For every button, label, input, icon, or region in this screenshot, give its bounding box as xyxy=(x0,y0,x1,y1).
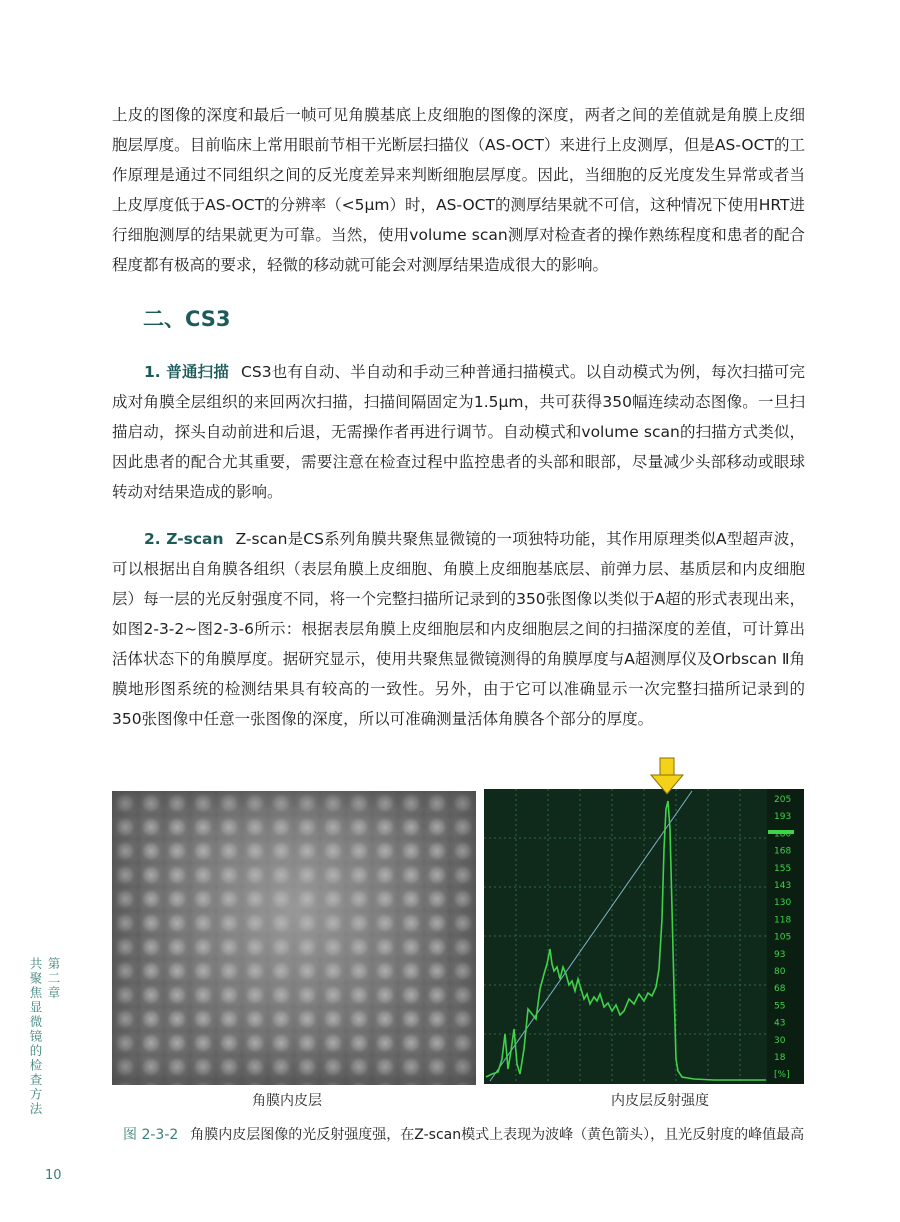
scale-label: 118 xyxy=(774,915,792,926)
arrow-shaft xyxy=(660,758,674,775)
scale-label: 193 xyxy=(774,812,792,823)
arrow-overlay xyxy=(484,756,804,796)
scale-label: 43 xyxy=(774,1018,786,1029)
body-paragraph-2 xyxy=(112,357,805,507)
scale-label: 80 xyxy=(774,967,786,977)
arrow-head xyxy=(651,775,683,794)
section-heading: 二、CS3 xyxy=(143,307,231,331)
figure-caption xyxy=(123,1124,804,1144)
scale-label: 105 xyxy=(774,932,792,943)
subheading-normal-scan: 1. 普通扫描 xyxy=(144,363,230,381)
scale-label: 18 xyxy=(774,1053,786,1063)
figure-caption-text: 角膜内皮层图像的光反射强度强，在Z-scan模式上表现为波峰（黄色箭头），且光反射度的峰值最高 xyxy=(190,1127,805,1143)
body-paragraph-3 xyxy=(112,524,805,734)
scale-label: 30 xyxy=(774,1035,786,1046)
page-number: 10 xyxy=(45,1168,62,1183)
scale-label: 205 xyxy=(774,795,792,805)
figure-number: 图 2-3-2 xyxy=(123,1127,179,1143)
scale-label: 143 xyxy=(774,881,792,891)
reflectivity-plot xyxy=(484,789,804,1084)
scale-label: 168 xyxy=(774,846,792,857)
side-chapter-label xyxy=(28,957,62,1117)
scale-label: 93 xyxy=(774,949,786,960)
scale-label: 155 xyxy=(774,863,792,874)
body-paragraph-3-text: Z-scan是CS系列角膜共聚焦显微镜的一项独特功能，其作用原理类似A型超声波，可以根据出自角膜各组织（表层角膜上皮细胞、角膜上皮细胞基底层、前弹力层、基质层和内皮细胞层）每一层的光反射强度不同，将一个完整扫描所记录到的350张图像以类似于A超的形式表现出来，如图2-3-2~图2-3-6所示：根据表层角膜上皮细胞层和内皮细胞层之间的扫描深度的差值，可计算出活体状态下的角膜厚度。据研究显示，使用共聚焦显微镜测得的角膜厚度与A超测厚仪及Orbscan Ⅱ角膜地形图系统的检测结果具有较高的一致性。另外，由于它可以准确显示一次完整扫描所记录到的350张图像中任意一张图像的深度，所以可准确测量活体角膜各个部分的厚度。 xyxy=(112,530,805,728)
body-paragraph-2-text: CS3也有自动、半自动和手动三种普通扫描模式。以自动模式为例，每次扫描可完成对角膜全层组织的来回两次扫描，扫描间隔固定为1.5μm，共可获得350幅连续动态图像。一旦扫描启动，探头自动前进和后退，无需操作者再进行调节。自动模式和volume scan的扫描方式类似，因此患者的配合尤其重要，需要注意在检查过程中监控患者的头部和眼部，尽量减少头部移动或眼球转动对结果造成的影响。 xyxy=(112,363,806,501)
endothelium-micrograph xyxy=(112,791,476,1085)
body-paragraph-1: 上皮的图像的深度和最后一帧可见角膜基底上皮细胞的图像的深度，两者之间的差值就是角膜上皮细胞层厚度。目前临床上常用眼前节相干光断层扫描仪（AS-OCT）来进行上皮测厚，但是AS-OCT的工作原理是通过不同组织之间的反光度差异来判断细胞层厚度。因此，当细胞的反光度发生异常或者当上皮厚度低于AS-OCT的分辨率（<5μm）时，AS-OCT的测厚结果就不可信，这种情况下使用HRT进行细胞测厚的结果就更为可靠。当然，使用volume scan测厚对检查者的操作熟练程度和患者的配合程度都有极高的要求，轻微的移动就可能会对测厚结果造成很大的影响。 xyxy=(112,106,805,274)
chapter-title: 共聚焦显微镜的检查方法 xyxy=(28,957,43,1117)
left-image-label: 角膜内皮层 xyxy=(252,1093,322,1109)
chapter-number: 第二章 xyxy=(46,957,61,1001)
right-image-label: 内皮层反射强度 xyxy=(611,1093,709,1109)
scale-label: 180 xyxy=(774,829,792,840)
scale-label: 130 xyxy=(774,898,792,909)
subheading-z-scan: 2. Z-scan xyxy=(144,530,224,548)
scale-label: [%] xyxy=(774,1070,790,1081)
scale-label: 55 xyxy=(774,1001,786,1012)
scale-label: 68 xyxy=(774,984,786,995)
